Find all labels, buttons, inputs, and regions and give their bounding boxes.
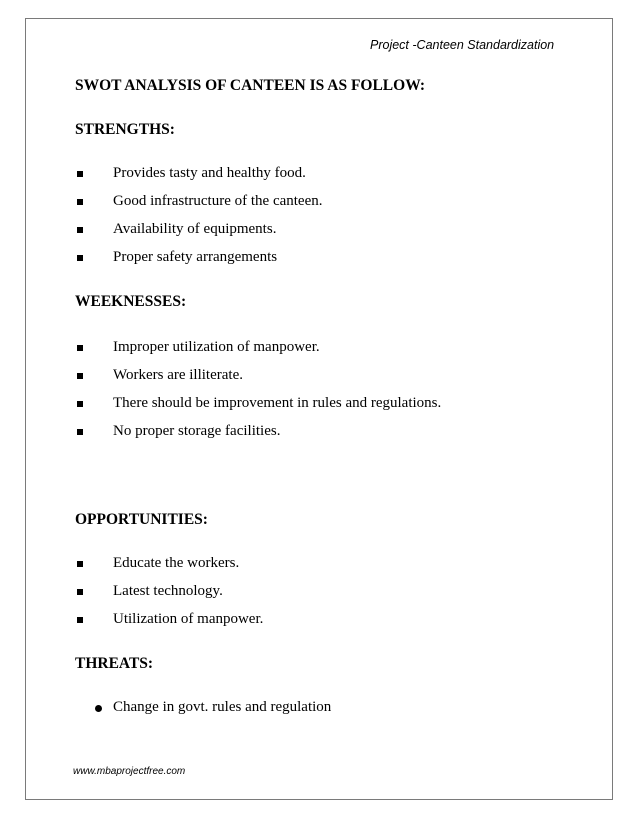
square-bullet-icon <box>77 589 83 595</box>
square-bullet-icon <box>77 429 83 435</box>
square-bullet-icon <box>77 199 83 205</box>
square-bullet-icon <box>77 401 83 407</box>
opportunities-heading: OPPORTUNITIES: <box>75 511 208 528</box>
weaknesses-heading: WEEKNESSES: <box>75 293 187 310</box>
round-bullet-icon <box>95 705 102 712</box>
square-bullet-icon <box>77 617 83 623</box>
threats-heading: THREATS: <box>75 655 154 672</box>
page-footer: www.mbaprojectfree.com <box>73 766 186 777</box>
strengths-heading: STRENGTHS: <box>75 121 175 138</box>
square-bullet-icon <box>77 345 83 351</box>
square-bullet-icon <box>77 171 83 177</box>
page-header: Project -Canteen Standardization <box>370 38 555 52</box>
square-bullet-icon <box>77 227 83 233</box>
document-title: SWOT ANALYSIS OF CANTEEN IS AS FOLLOW: <box>75 77 426 94</box>
square-bullet-icon <box>77 561 83 567</box>
square-bullet-icon <box>77 255 83 261</box>
square-bullet-icon <box>77 373 83 379</box>
